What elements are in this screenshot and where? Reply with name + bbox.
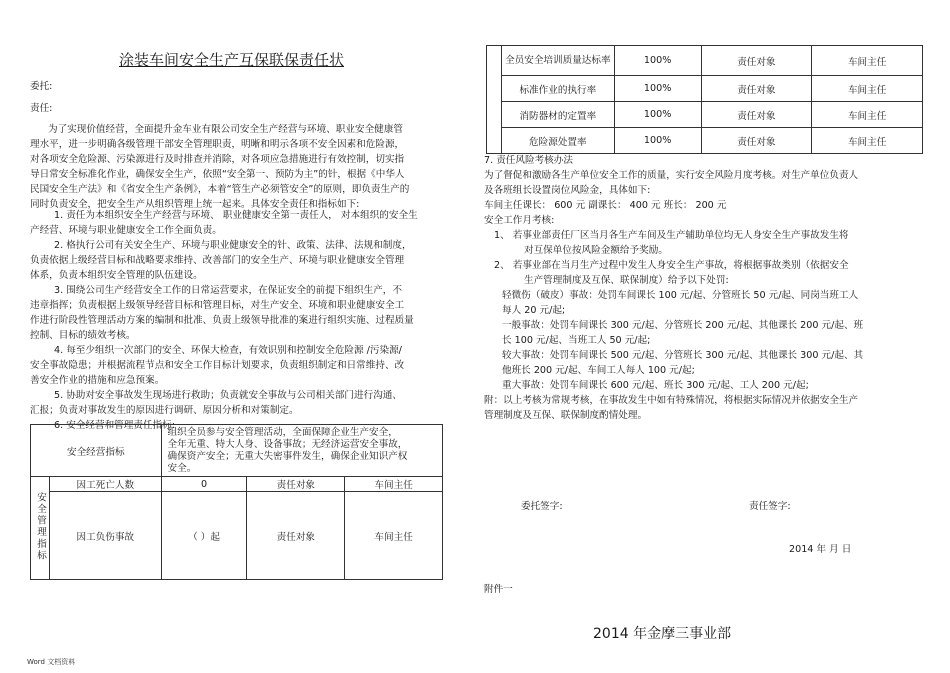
table-row [487,102,923,128]
text-line: 及各班组长设置岗位风险金，具体如下: [484,185,651,196]
list-item: 2. 格执行公司有关安全生产、环境与职业健康安全的针、政策、法律、法规和制度， [54,240,412,251]
table-cell: 责任对象 [701,128,812,154]
description-line: 全年无重、特大人身、设备事故；无经济运营安全事故， [167,438,408,450]
intro-line: 理水平，进一步明确各级管理干部安全管理职责，明晰和明示各项不安全因素和危险源， [30,139,405,150]
intro-paragraph [30,122,409,212]
side-label-cell [31,477,50,580]
table-cell: 车间主任 [812,128,923,154]
table-cell: 100% [614,102,701,128]
table-cell: 100% [614,46,701,76]
table-cell: 因工负伤事故 [50,492,162,580]
text-line: 为了督促和激励各生产单位安全工作的质量，实行安全风险月度考核。对生产单位负责人 [484,170,859,181]
list-item: 控制、目标的绩效考核。 [30,330,136,341]
list-item: 违章指挥；负责根据上级领导经营目标和管理目标，对生产安全、环境和职业健康安全工 [30,300,405,311]
penalty-line: 重大事故：处罚车间课长 600 元/起、班长 300 元/起、工人 200 元/起; [502,380,809,391]
list-item: 3. 围绕公司生产经营安全工作的日常运营要求，在保证安全的前提下组织生产，不 [54,285,402,296]
table-cell: 0 [161,477,247,492]
list-item: 5. 协助对安全事故发生现场进行救助；负责就安全事故与公司相关部门进行沟通、 [54,390,402,401]
table-cell: 100% [614,128,701,154]
penalty-line: 较大事故：处罚车间课长 500 元/起、分管班长 300 元/起、其他课长 300 元/起、其 [502,350,864,361]
side-label: 安全管理指标 [35,491,46,562]
list-item: 善安全作业的措施和应急预案。 [30,375,165,386]
note-line: 附：以上考核为常规考核，在事故发生中如有特殊情况，将根据实际情况并依据安全生产 [484,395,859,406]
description-line: 安全。 [167,462,197,474]
section-heading: 7. 责任风险考核办法 [484,155,573,166]
table-cell: 因工死亡人数 [50,477,162,492]
list-item: 作进行阶段性管理活动方案的编制和批准、负责上级领导批准的案进行组织实施、过程质量 [30,315,414,326]
intro-line: 导日常安全标准化作业，确保安全生产，依照“安全第一、预防为主”的针，根据《中华人 [30,169,405,180]
table-cell: 车间主任 [345,492,443,580]
attachment-label: 附件一 [484,584,513,595]
table-cell: 责任对象 [247,492,345,580]
table-row [31,477,443,492]
text-line: 安全工作月考核: [484,215,555,226]
penalty-line: 轻微伤（破皮）事故：处罚车间课长 100 元/起、分管班长 50 元/起、同岗当班工人 [502,290,859,301]
responsibility-list [30,208,418,433]
intro-line: 同时负责安全，把安全生产从组织管理上统一起来。具体安全责任和指标如下: [30,199,360,210]
list-item: 体系，负责本组织安全管理的队伍建设。 [30,270,203,281]
table-cell: 车间主任 [812,46,923,76]
table-cell: 车间主任 [812,102,923,128]
entrust-label: 委托: [30,81,53,92]
table-cell: （ ）起 [161,492,247,580]
description-line: 组织全员参与安全管理活动，全面保障企业生产安全， [167,426,398,438]
table-cell: 责任对象 [701,102,812,128]
table-cell: 100% [614,76,701,102]
table-cell: 车间主任 [812,76,923,102]
responsible-signature: 责任签字: [749,501,791,512]
table-header-description [161,425,442,477]
table-row [487,128,923,154]
description-line: 确保资产安全；无重大失密事件发生，确保企业知识产权 [167,450,408,462]
penalty-line: 长 100 元/起、当班工人 50 元/起; [502,335,651,346]
text-line: 对互保单位按风险金额给予奖励。 [524,245,668,256]
intro-line: 为了实现价值经营，全面提升金车业有限公司安全生产经营与环境、职业安全健康管 [48,124,403,135]
text-line: 1、 若事业部责任厂区当月各生产车间及生产辅助单位均无人身安全生产事故发生将 [494,230,849,241]
table-cell: 责任对象 [701,46,812,76]
penalty-line: 一般事故：处罚车间课长 300 元/起、分管班长 200 元/起、其他课长 200 元/起、班 [502,320,864,331]
responsible-label: 责任: [30,103,53,114]
assessment-section [484,153,863,423]
table-cell: 危险源处置率 [501,128,614,154]
table-row [31,492,443,580]
intro-line: 对各项安全危险源、污染源进行及时排查并消除，对各项应急措施进行有效控制，切实指 [30,154,405,165]
list-item: 4. 每至少组织一次部门的安全、环保大检查，有效识别和控制安全危险源 /污染源/ [54,345,402,356]
safety-indicator-table-continued [486,45,923,154]
entrust-signature: 委托签字: [521,501,563,512]
table-row [31,425,443,477]
note-line: 管理制度及互保、联保制度酌情处理。 [484,410,648,421]
table-cell: 车间主任 [345,477,443,492]
list-item: 1. 责任为本组织安全生产经营与环境、 职业健康安全第一责任人， 对本组织的安全生 [54,210,418,221]
risk-deposit-line: 车间主任课长： 600 元 副课长： 400 元 班长： 200 元 [484,200,727,211]
side-cell [487,46,502,154]
table-cell: 责任对象 [247,477,345,492]
list-item: 产经营、环境与职业健康安全工作全面负责。 [30,225,222,236]
penalty-line: 他班长 200 元/起、车间工人每人 100 元/起; [502,365,695,376]
footer-watermark: Word 文档资料 [27,658,76,666]
table-cell: 标准作业的执行率 [501,76,614,102]
table-cell: 全员安全培训质量达标率 [501,46,614,76]
list-item: 安全事故隐患；并根据流程节点和安全工作目标计划要求，负责组织制定和日常维持、改 [30,360,405,371]
list-item: 负责依据上级经营目标和战略要求维持、改善部门的安全生产、环境与职业健康安全管理 [30,255,405,266]
date: 2014 年 月 日 [789,544,852,555]
table-row [487,46,923,76]
list-item: 6. 安全经营和管理责任指标: [54,420,175,431]
table-cell: 消防器材的定置率 [501,102,614,128]
penalty-line: 每人 20 元/起; [502,305,566,316]
table-cell: 责任对象 [701,76,812,102]
document-title: 涂装车间安全生产互保联保责任状 [119,51,345,69]
table-header-cell: 安全经营指标 [31,425,162,477]
intro-line: 民国安全生产法》和《省安全生产条例》，本着“管生产必须管安全”的原则，即负责生产的 [30,184,410,195]
table-row [487,76,923,102]
list-item: 汇报；负责对事故发生的原因进行调研、原因分析和对策制定。 [30,405,299,416]
text-line: 2、 若事业部在当月生产过程中发生人身安全生产事故，将根据事故类别（依据安全 [494,260,849,271]
text-line: 生产管理制度及互保、联保制度）给予以下处罚: [524,275,729,286]
safety-indicator-table [30,424,443,580]
department-name: 2014 年金摩三事业部 [593,626,732,642]
